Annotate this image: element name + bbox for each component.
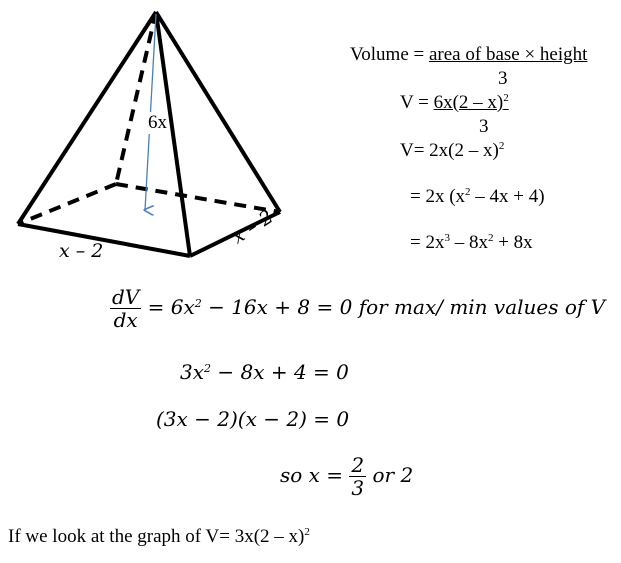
derivative-fraction — [110, 286, 141, 331]
v-substitution — [400, 92, 509, 114]
volume-formula — [350, 44, 587, 66]
derivative-rhs-b: − 16x + 8 = 0 for max/ min values of V — [201, 295, 606, 319]
hidden-edge-apex-back — [116, 12, 156, 184]
v-substitution-exp: 2 — [503, 92, 509, 104]
solution-num: 2 — [351, 453, 365, 477]
derivative-den: dx — [113, 308, 138, 332]
v-expanded-1 — [410, 186, 545, 208]
quadratic-b: − 8x + 4 = 0 — [211, 360, 349, 384]
v-expanded-2-c: + 8x — [493, 232, 533, 253]
v-expanded-2-exp2: 2 — [487, 232, 494, 244]
volume-denominator: 3 — [498, 68, 508, 89]
solution — [280, 454, 413, 499]
v-substitution-denominator: 3 — [479, 116, 489, 137]
v-simplified-main: V= 2x(2 – x) — [400, 140, 499, 161]
derivative-rhs-a: = 6x — [147, 295, 195, 319]
solution-den: 3 — [351, 476, 365, 500]
factored-equation: (3x − 2)(x − 2) = 0 — [156, 407, 350, 431]
footer-main: If we look at the graph of V= 3x(2 – x) — [8, 526, 305, 547]
v-expanded-1-b: – 4x + 4) — [470, 186, 545, 207]
base-label-front: x – 2 — [59, 240, 104, 262]
v-substitution-numerator: 6x(2 – x) — [433, 92, 504, 113]
solution-prefix: so x = — [280, 463, 350, 487]
solution-fraction — [349, 454, 366, 499]
footer-text — [8, 526, 310, 548]
hidden-edge-back-right — [116, 184, 280, 212]
v-simplified-exp: 2 — [498, 140, 505, 152]
base-label-side: x – 2 — [228, 205, 278, 249]
quadratic-equation — [180, 360, 349, 384]
derivative-equation — [110, 286, 605, 331]
edge-apex-left — [18, 12, 156, 224]
v-expanded-2-a: = 2x — [410, 232, 445, 253]
v-substitution-lhs: V = — [400, 92, 434, 113]
derivative-exp: 2 — [194, 297, 202, 310]
v-expanded-1-a: = 2x (x — [410, 186, 466, 207]
volume-numerator: area of base × height — [428, 44, 588, 65]
v-expanded-1-exp: 2 — [465, 186, 471, 198]
v-expanded-2-exp1: 3 — [444, 232, 450, 244]
v-simplified — [400, 140, 504, 162]
quadratic-a: 3x — [180, 360, 205, 384]
solution-suffix: or 2 — [366, 463, 414, 487]
edge-front-left — [18, 224, 190, 256]
v-expanded-2 — [410, 232, 533, 254]
footer-exp: 2 — [304, 526, 310, 538]
v-expanded-2-b: – 8x — [449, 232, 488, 253]
height-label: 6x — [148, 112, 167, 133]
edge-apex-right — [156, 12, 280, 212]
volume-lhs: Volume = — [350, 44, 429, 65]
quadratic-exp: 2 — [204, 362, 212, 375]
edge-apex-front — [156, 12, 190, 256]
derivative-num: dV — [112, 285, 140, 309]
